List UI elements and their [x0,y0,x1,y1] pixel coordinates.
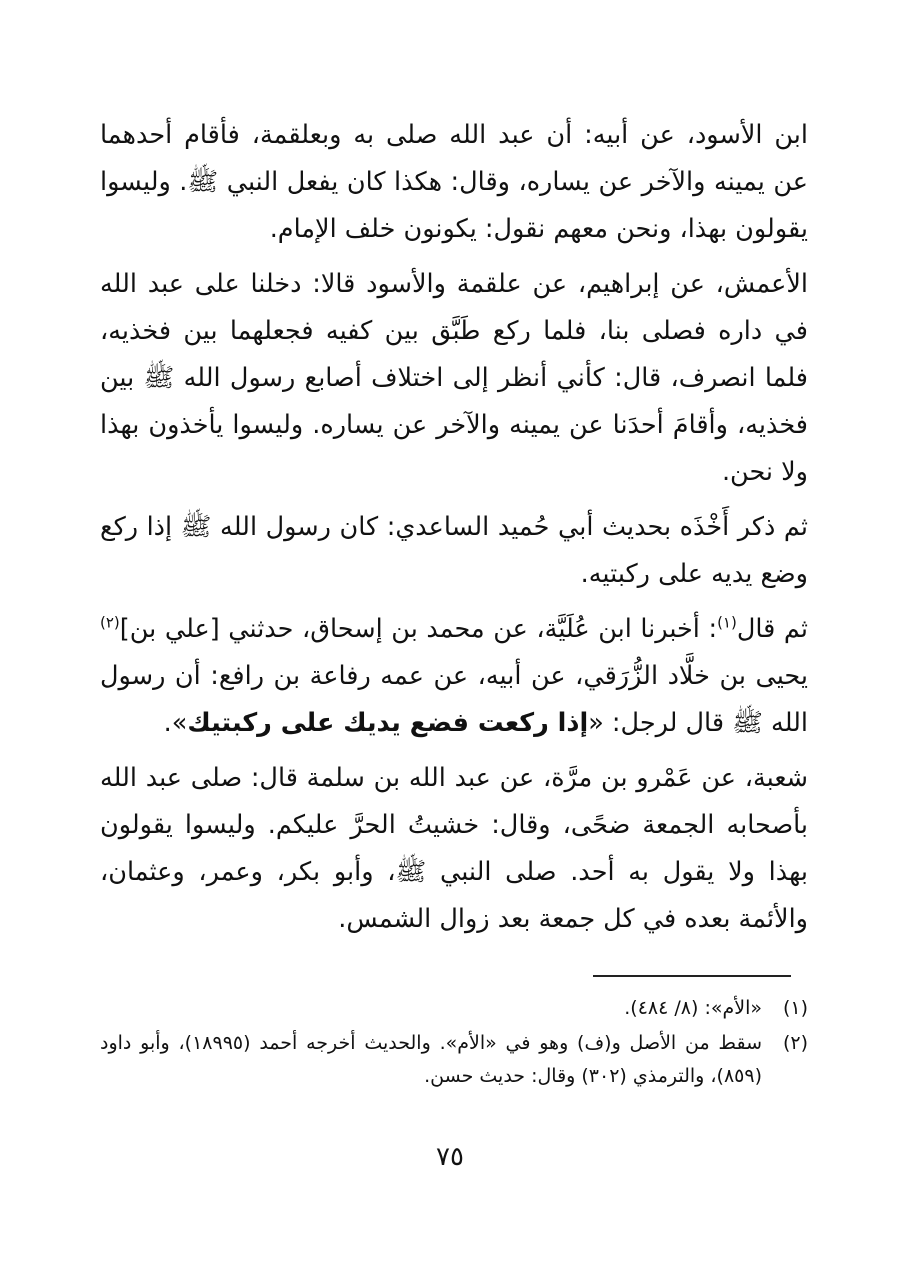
footnotes [100,992,808,1095]
footnote-2 [100,1027,808,1093]
footnote-text: سقط من الأصل و(ف) وهو في «الأم». والحديث أخرجه أحمد (١٨٩٩٥)، وأبو داود (٨٥٩)، والترمذي (٣٠٢) وقال: حديث حسن. [100,1032,762,1087]
footnote-number: (١) [782,997,808,1019]
hadith-quote: إذا ركعت فضع يديك على ركبتيك [187,708,589,738]
paragraph-5: شعبة، عن عَمْرو بن مرَّة، عن عبد الله بن سلمة قال: صلى عبد الله بأصحابه الجمعة ضحًى، وقال: خشيتُ الحرَّ عليكم. وليسوا يقولون بهذا ولا يقول به أحد. صلى النبي ﷺ، وأبو بكر، وعمر، وعثمان، والأئمة بعده في كل جمعة بعد زوال الشمس. [100,763,808,934]
footnote-1 [100,992,808,1025]
footnote-ref-1[interactable]: (١) [717,613,737,632]
footnote-text: «الأم»: (٨/ ٤٨٤). [624,997,762,1019]
footnote-number: (٢) [782,1032,808,1054]
paragraph-4-part-c: يحيى بن خلَّاد الزُّرَقي، عن أبيه، عن عمه رفاعة بن رافع: أن رسول الله ﷺ قال لرجل: « [100,661,808,738]
footnote-ref-2[interactable]: (٢) [100,613,120,632]
paragraph-4 [100,606,808,747]
paragraph-4-part-a: ثم قال [736,614,808,644]
footnote-divider [593,975,791,977]
main-text [100,112,808,951]
page-number: ٧٥ [436,1142,464,1172]
paragraph-3: ثم ذكر أَخْذَه بحديث أبي حُميد الساعدي: كان رسول الله ﷺ إذا ركع وضع يديه على ركبتيه. [100,512,808,589]
paragraph-4-part-b: : أخبرنا ابن عُلَيَّة، عن محمد بن إسحاق، حدثني [علي بن] [119,614,718,644]
paragraph-2: الأعمش، عن إبراهيم، عن علقمة والأسود قالا: دخلنا على عبد الله في داره فصلى بنا، فلما ركع طَبَّق بين كفيه فجعلهما بين فخذيه، فلما انصرف، قال: كأني أنظر إلى اختلاف أصابع رسول الله ﷺ بين فخذيه، وأقامَ أحدَنا عن يمينه والآخر عن يساره. وليسوا يأخذون بهذا ولا نحن. [100,269,808,487]
paragraph-1: ابن الأسود، عن أبيه: أن عبد الله صلى به وبعلقمة، فأقام أحدهما عن يمينه والآخر عن يساره، وقال: هكذا كان يفعل النبي ﷺ. وليسوا يقولون بهذا، ونحن معهم نقول: يكونون خلف الإمام. [100,120,808,244]
paragraph-4-part-d: ». [163,708,188,738]
